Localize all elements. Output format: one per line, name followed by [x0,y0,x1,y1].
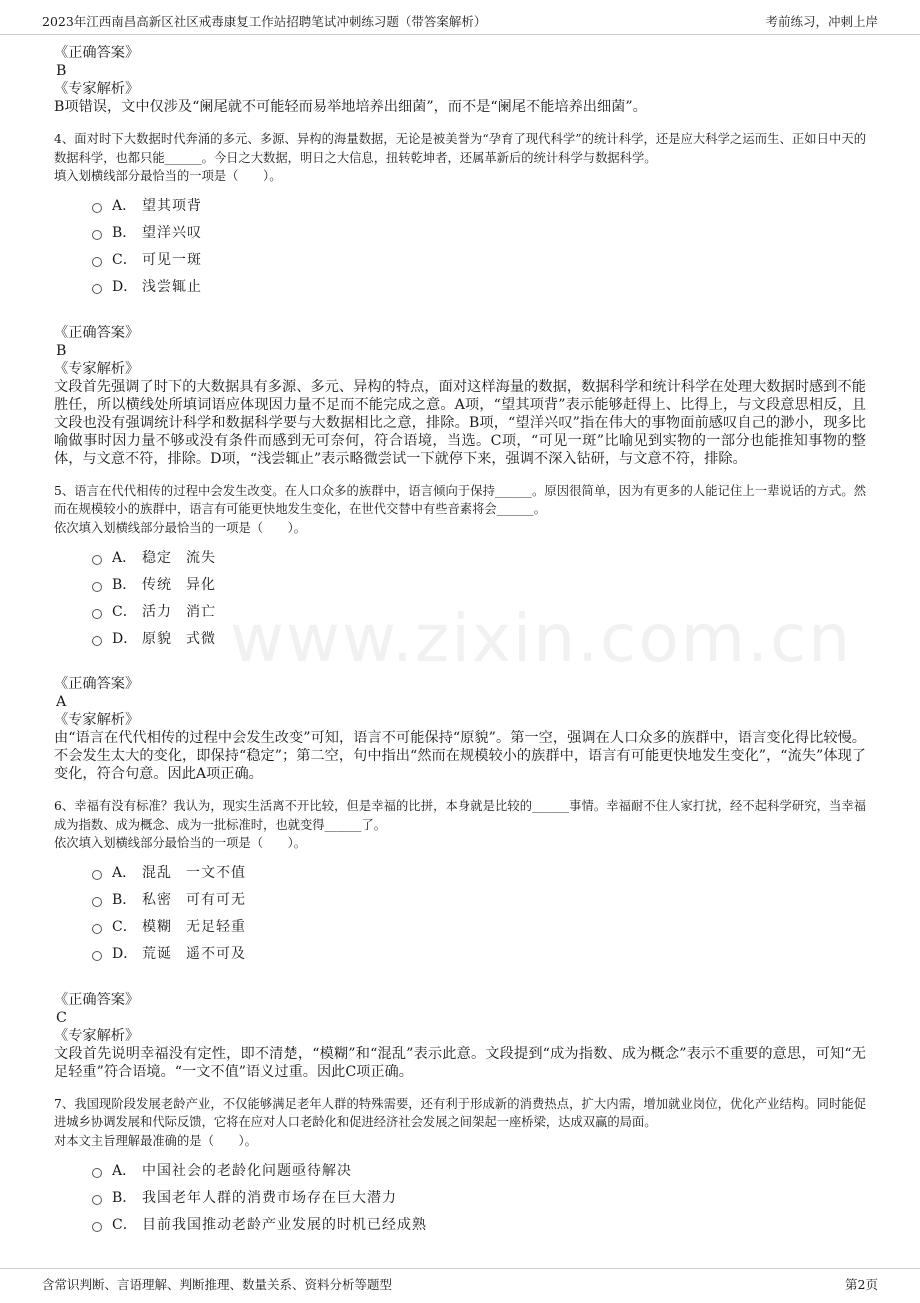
page-header [0,0,920,35]
radio-icon[interactable] [92,609,102,619]
question-stem: 5、语言在代代相传的过程中会发生改变。在人口众多的族群中，语言倾向于保持______。原因很简单，因为有更多的人能记住上一辈说话的方式。然而在规模较小的族群中，语言有可能更快地发生变化，在世代交替中有些音素将会______。 [54,483,866,516]
option-d[interactable]: D． 浅尝辄止 [92,273,866,300]
question-6 [54,797,866,1081]
expert-analysis-text: 文段首先强调了时下的大数据具有多源、多元、异构的特点，面对这样海量的数据，数据科学和统计科学在处理大数据时感到不能胜任，所以横线处所填词语应体现因力量不足而不能完成之意。A项，“望其项背”表示能够赶得上、比得上，与文段意思相反，且文段也没有强调统计科学和数据科学要与大数据相比之意，排除。B项，“望洋兴叹”指在伟大的事物面前感叹自己的渺小，现多比喻做事时因力量不够或没有条件而感到无可奈何，符合语境，当选。C项，“可见一斑”比喻见到实物的一部分也能推知事物的整体，与文意不符，排除。D项，“浅尝辄止”表示略微尝试一下就停下来，强调不深入钻研，与文意不符，排除。 [54,378,866,467]
option-b[interactable]: B． 望洋兴叹 [92,219,866,246]
radio-icon[interactable] [92,870,102,880]
correct-answer-value: B [56,342,67,359]
document-title: 2023年江西南昌高新区社区戒毒康复工作站招聘笔试冲刺练习题（带答案解析） [42,14,487,29]
option-b[interactable]: B． 我国老年人群的消费市场存在巨大潜力 [92,1183,866,1210]
correct-answer-value: C [56,1009,67,1026]
answer-block [54,991,866,1081]
radio-icon[interactable] [92,1168,102,1178]
radio-icon[interactable] [92,284,102,294]
question-7 [54,1095,866,1238]
correct-answer-value: A [56,694,67,710]
option-a[interactable]: A． 混乱 一文不值 [92,859,866,886]
prev-answer-block [54,44,866,116]
option-a[interactable]: A． 稳定 流失 [92,543,866,570]
option-b[interactable]: B． 传统 异化 [92,570,866,597]
option-list [92,543,866,651]
radio-icon[interactable] [92,924,102,934]
page-number: 第2页 [845,1277,878,1292]
radio-icon[interactable] [92,257,102,267]
option-d[interactable]: D． 原貌 式微 [92,624,866,651]
option-c[interactable]: C． 活力 消亡 [92,597,866,624]
radio-icon[interactable] [92,582,102,592]
radio-icon[interactable] [92,1195,102,1205]
radio-icon[interactable] [92,636,102,646]
correct-answer-label: 《正确答案》 [54,991,140,1008]
question-5 [54,482,866,784]
option-c[interactable]: C． 可见一斑 [92,246,866,273]
radio-icon[interactable] [92,1222,102,1232]
correct-answer-label: 《正确答案》 [54,324,140,341]
radio-icon[interactable] [92,203,102,213]
expert-analysis-label: 《专家解析》 [54,1027,140,1044]
question-stem: 7、我国现阶段发展老龄产业，不仅能够满足老年人群的特殊需要，还有利于形成新的消费热点，扩大内需，增加就业岗位，优化产业结构。同时能促进城乡协调发展和代际反馈，它将在应对人口老龄化和促进经济社会发展之间架起一座桥梁，达成双赢的局面。 [54,1096,866,1129]
expert-analysis-text: B项错误，文中仅涉及“阑尾就不可能轻而易举地培养出细菌”，而不是“阑尾不能培养出细菌”。 [54,99,647,115]
question-prompt: 依次填入划横线部分最恰当的一项是（ ）。 [54,520,307,535]
question-prompt: 对本文主旨理解最准确的是（ ）。 [54,1133,257,1148]
answer-block [54,324,866,468]
question-4 [54,130,866,468]
answer-block [54,675,866,783]
option-list [92,192,866,300]
question-prompt: 填入划横线部分最恰当的一项是（ ）。 [54,169,282,183]
radio-icon[interactable] [92,230,102,240]
question-prompt: 依次填入划横线部分最恰当的一项是（ ）。 [54,836,307,850]
option-list [92,1156,866,1237]
radio-icon[interactable] [92,897,102,907]
footer-note: 含常识判断、言语理解、判断推理、数量关系、资料分析等题型 [42,1277,393,1292]
option-b[interactable]: B． 私密 可有可无 [92,886,866,913]
expert-analysis-label: 《专家解析》 [54,712,140,728]
question-stem: 6、幸福有没有标准？我认为，现实生活离不开比较，但是幸福的比拼，本身就是比较的______事情。幸福耐不住人家打扰，经不起科学研究，当幸福成为指数、成为概念、成为一批标准时，也就变得______了。 [54,799,866,832]
header-slogan: 考前练习，冲刺上岸 [765,14,878,29]
expert-analysis-text: 由“语言在代代相传的过程中会发生改变”可知，语言不可能保持“原貌”。第一空，强调在人口众多的族群中，语言变化得比较慢。不会发生太大的变化，即保持“稳定”；第二空，句中指出“然而在规模较小的族群中，语言有可能更快地发生变化”，“流失”体现了变化，符合句意。因此A项正确。 [54,730,866,782]
expert-analysis-label: 《专家解析》 [54,360,140,377]
option-d[interactable]: D． 荒诞 遥不可及 [92,940,866,967]
radio-icon[interactable] [92,951,102,961]
watermark: www.zixin.com.cn [230,600,853,677]
expert-analysis-label: 《专家解析》 [54,81,140,97]
expert-analysis-text: 文段首先说明幸福没有定性，即不清楚，“模糊”和“混乱”表示此意。文段提到“成为指数、成为概念”表示不重要的意思，可知“无足轻重”符合语境。“一文不值”语义过重。因此C项正确。 [54,1045,866,1080]
option-list [92,859,866,967]
correct-answer-label: 《正确答案》 [54,676,140,692]
page-footer [0,1268,920,1303]
option-c[interactable]: C． 目前我国推动老龄产业发展的时机已经成熟 [92,1210,866,1237]
radio-icon[interactable] [92,555,102,565]
option-a[interactable]: A． 中国社会的老龄化问题亟待解决 [92,1156,866,1183]
question-stem: 4、面对时下大数据时代奔涌的多元、多源、异构的海量数据，无论是被美誉为“孕育了现代科学”的统计科学，还是应大科学之运而生、正如日中天的数据科学，也都只能______。今日之大数据，明日之大信息，扭转乾坤者，还属革新后的统计科学与数据科学。 [54,132,866,165]
correct-answer-value: B [56,63,67,79]
page-content [54,44,866,1237]
option-c[interactable]: C． 模糊 无足轻重 [92,913,866,940]
correct-answer-label: 《正确答案》 [54,45,140,61]
option-a[interactable]: A． 望其项背 [92,192,866,219]
